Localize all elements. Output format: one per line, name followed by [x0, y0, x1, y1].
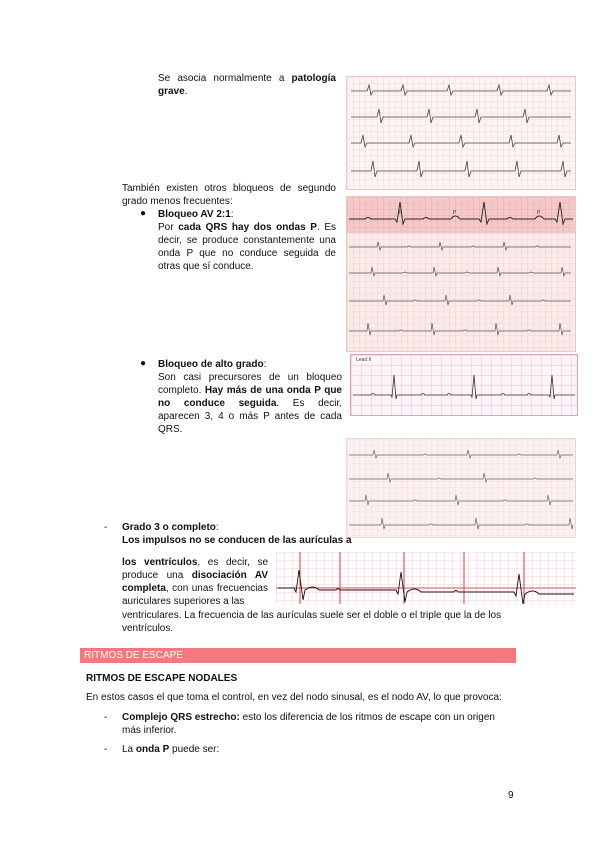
- p-wave-label: P: [453, 210, 457, 216]
- grado3-end-line: ventriculares. La frecuencia de las aurículas suele ser el doble o el triple que la de los ventrículos.: [122, 610, 502, 634]
- ecg-image-2-1-strip: [346, 196, 576, 232]
- p-wave-label: P: [537, 210, 541, 216]
- grado3-body-part: , con unas frecuencias auriculares superiores a las: [122, 583, 268, 607]
- ecg-image-mobitz: [346, 76, 576, 190]
- paragraph-pathology: Se asocia normalmente a patología grave.: [158, 73, 336, 97]
- ecg-image-complete-block: [276, 552, 576, 604]
- grado3-title: Grado 3 o completo:: [122, 522, 219, 533]
- bullet-body-av-2-1: Por cada QRS hay dos ondas P. Es decir, se produce constantemente una onda P que no conduce seguida de otras que sí conduce.: [158, 222, 337, 272]
- bullet-body-high-grade: Son casi precursores de un bloqueo completo. Hay más de una onda P que no conduce seguida. Es decir, aparecen 3, 4 o más P antes de cada QRS.: [158, 372, 342, 435]
- page-number: 9: [508, 790, 514, 801]
- grado3-line2: Los impulsos no se conducen de las aurículas a: [122, 535, 352, 546]
- item1-dash: -: [104, 712, 108, 723]
- bullet-dot: ●: [140, 208, 147, 219]
- grado3-dash: -: [104, 522, 108, 533]
- bullet-title-high-grade: Bloqueo de alto grado:: [158, 359, 267, 370]
- item2-text: La onda P puede ser:: [122, 744, 220, 755]
- ecg-image-high-grade-strip: [350, 354, 578, 416]
- subsection-title: RITMOS DE ESCAPE NODALES: [86, 673, 238, 684]
- bullet-dot: ●: [140, 358, 147, 369]
- intro-paragraph: En estos casos el que toma el control, en vez del nodo sinusal, es el nodo AV, lo que provoca:: [86, 692, 502, 703]
- bullet-title-av-2-1: Bloqueo AV 2:1:: [158, 209, 234, 220]
- lead-label: Lead II: [356, 357, 372, 363]
- p-wave-label: P: [399, 210, 403, 216]
- paragraph-other-blocks: También existen otros bloqueos de segundo grado menos frecuentes:: [122, 183, 336, 207]
- item1-text: Complejo QRS estrecho: esto los diferencia de los ritmos de escape con un origen más inferior.: [122, 712, 495, 736]
- ecg-image-2-1-12lead: [346, 232, 576, 352]
- section-header-escape-rhythms: RITMOS DE ESCAPE: [80, 648, 516, 663]
- ecg-image-high-grade-12lead: [346, 438, 576, 538]
- grado3-body-end: [122, 609, 522, 635]
- grado3-body: los ventrículos, es decir, se produce una disociación AV completa, con unas frecuencias auriculares superiores a las: [122, 557, 269, 607]
- item2-dash: -: [104, 744, 108, 755]
- pathology-text: Se asocia normalmente a: [158, 73, 292, 84]
- pathology-bold: patología grave: [158, 73, 336, 97]
